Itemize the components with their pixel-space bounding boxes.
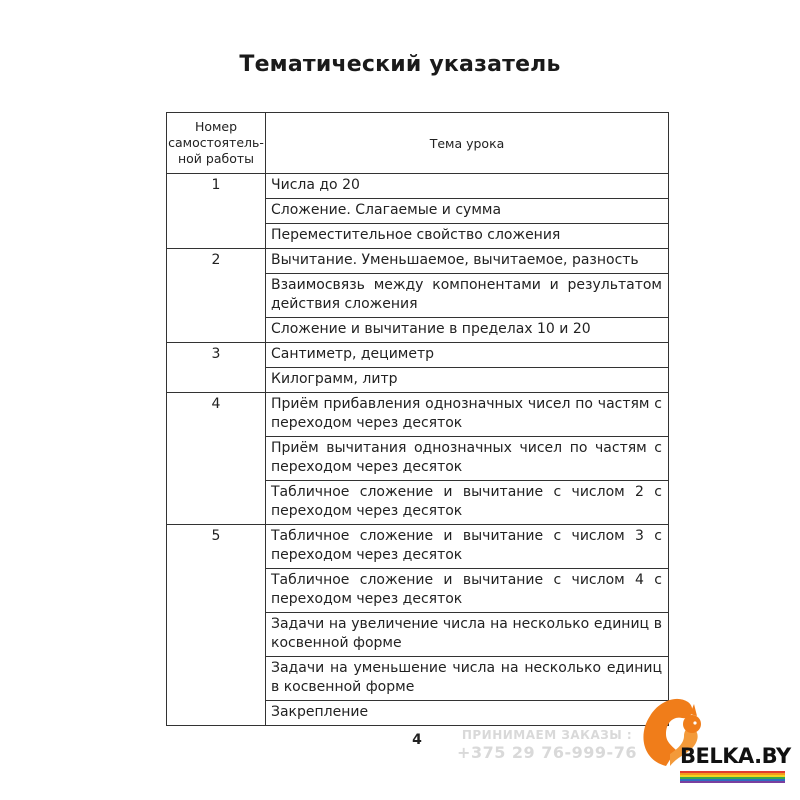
work-number-cell: 4 <box>167 393 266 525</box>
lesson-topic-cell: Приём вычитания однозначных чисел по частям с переходом через десяток <box>266 437 669 481</box>
lesson-topic-cell: Взаимосвязь между компонентами и результатом действия сложения <box>266 274 669 318</box>
lesson-topic-cell: Сложение. Слагаемые и сумма <box>266 199 669 224</box>
header-lesson-topic: Тема урока <box>266 113 669 174</box>
logo-stripe <box>680 781 785 783</box>
lesson-topic-cell: Сложение и вычитание в пределах 10 и 20 <box>266 318 669 343</box>
lesson-topic-cell: Приём прибавления однозначных чисел по частям с переходом через десяток <box>266 393 669 437</box>
lesson-topic-cell: Вычитание. Уменьшаемое, вычитаемое, разность <box>266 249 669 274</box>
logo-rainbow-stripes <box>680 771 785 781</box>
lesson-topic-cell: Табличное сложение и вычитание с числом 3 с переходом через десяток <box>266 525 669 569</box>
page-number: 4 <box>412 732 422 748</box>
work-number-cell: 2 <box>167 249 266 343</box>
table-header-row <box>167 113 669 174</box>
thematic-index-table <box>166 112 669 726</box>
table-body <box>167 174 669 726</box>
logo-text: BELKA.BY <box>680 744 791 768</box>
work-number-cell: 1 <box>167 174 266 249</box>
page-title: Тематический указатель <box>239 52 561 77</box>
table-row <box>167 249 669 274</box>
lesson-topic-cell: Табличное сложение и вычитание с числом 4 с переходом через десяток <box>266 569 669 613</box>
lesson-topic-cell: Килограмм, литр <box>266 368 669 393</box>
table-row <box>167 174 669 199</box>
header-work-number: Номер самостоятель-ной работы <box>167 113 266 174</box>
lesson-topic-cell: Задачи на увеличение числа на несколько единиц в косвенной форме <box>266 613 669 657</box>
work-number-cell: 3 <box>167 343 266 393</box>
lesson-topic-cell: Числа до 20 <box>266 174 669 199</box>
promo-phone: +375 29 76-999-76 <box>457 743 637 762</box>
table-row <box>167 393 669 437</box>
table-row <box>167 525 669 569</box>
promo-line-1: ПРИНИМАЕМ ЗАКАЗЫ : <box>461 728 633 742</box>
work-number-cell: 5 <box>167 525 266 726</box>
belka-logo <box>636 690 791 785</box>
lesson-topic-cell: Сантиметр, дециметр <box>266 343 669 368</box>
lesson-topic-cell: Переместительное свойство сложения <box>266 224 669 249</box>
table-row <box>167 343 669 368</box>
lesson-topic-cell: Закрепление <box>266 701 669 726</box>
lesson-topic-cell: Табличное сложение и вычитание с числом 2 с переходом через десяток <box>266 481 669 525</box>
order-promo-watermark <box>452 728 642 762</box>
lesson-topic-cell: Задачи на уменьшение числа на несколько единиц в косвенной форме <box>266 657 669 701</box>
